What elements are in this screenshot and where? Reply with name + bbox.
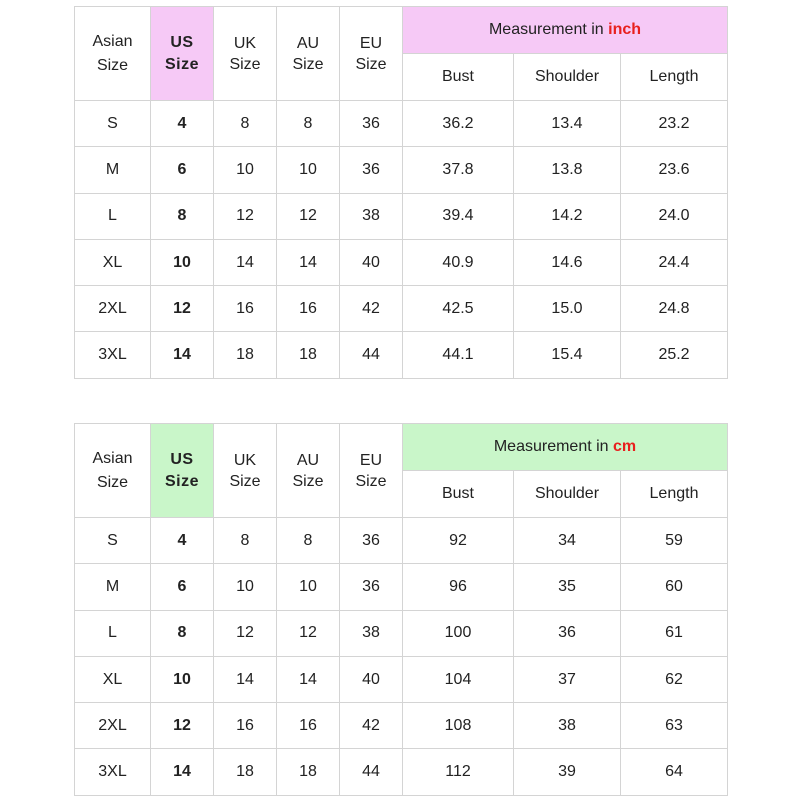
cell-asian-size: L [75,193,151,239]
cell-shoulder: 39 [514,749,621,795]
table-row [75,332,728,378]
cell-eu-size: 44 [340,749,403,795]
cell-au-size: 14 [277,239,340,285]
cell-au-size: 16 [277,703,340,749]
cell-uk-size: 10 [214,564,277,610]
header-us-size: US Size [151,7,214,101]
cell-uk-size: 18 [214,332,277,378]
header-length: Length [621,54,728,101]
table-row [75,749,728,795]
cell-bust: 36.2 [403,101,514,147]
cell-length: 25.2 [621,332,728,378]
cell-us-size: 8 [151,610,214,656]
header-bust: Bust [403,54,514,101]
cell-eu-size: 40 [340,656,403,702]
cell-us-size: 14 [151,332,214,378]
cell-asian-size: M [75,147,151,193]
cell-us-size: 12 [151,703,214,749]
header-au-size: AU Size [277,7,340,101]
cell-bust: 39.4 [403,193,514,239]
cell-au-size: 14 [277,656,340,702]
cell-bust: 92 [403,518,514,564]
table-row [75,147,728,193]
cell-length: 64 [621,749,728,795]
cell-asian-size: S [75,101,151,147]
cell-uk-size: 14 [214,239,277,285]
cell-uk-size: 14 [214,656,277,702]
cell-us-size: 10 [151,239,214,285]
cell-au-size: 10 [277,564,340,610]
cell-au-size: 8 [277,518,340,564]
cell-uk-size: 12 [214,610,277,656]
cell-au-size: 16 [277,286,340,332]
cell-length: 59 [621,518,728,564]
cell-us-size: 10 [151,656,214,702]
table-row [75,610,728,656]
cell-length: 62 [621,656,728,702]
cell-asian-size: S [75,518,151,564]
cell-bust: 37.8 [403,147,514,193]
header-asian-size: Asian Size [75,424,151,518]
cell-eu-size: 42 [340,286,403,332]
header-bust: Bust [403,471,514,518]
cell-shoulder: 14.2 [514,193,621,239]
cell-length: 24.8 [621,286,728,332]
cell-bust: 40.9 [403,239,514,285]
cell-asian-size: L [75,610,151,656]
cell-eu-size: 44 [340,332,403,378]
measurement-unit: cm [613,438,637,455]
cell-eu-size: 36 [340,518,403,564]
cell-shoulder: 14.6 [514,239,621,285]
measurement-prefix: Measurement in [488,21,609,38]
measurement-title [403,424,728,471]
cell-bust: 96 [403,564,514,610]
table-row [75,239,728,285]
header-length: Length [621,471,728,518]
cell-uk-size: 12 [214,193,277,239]
measurement-title [403,7,728,54]
cell-uk-size: 16 [214,703,277,749]
cell-length: 23.6 [621,147,728,193]
table-row [75,286,728,332]
cell-au-size: 18 [277,332,340,378]
cell-eu-size: 38 [340,610,403,656]
cell-uk-size: 8 [214,101,277,147]
measurement-unit: inch [608,21,642,38]
cell-bust: 44.1 [403,332,514,378]
table-row [75,101,728,147]
cell-length: 60 [621,564,728,610]
cell-us-size: 8 [151,193,214,239]
cell-asian-size: 2XL [75,286,151,332]
cell-us-size: 12 [151,286,214,332]
header-au-size: AU Size [277,424,340,518]
cell-uk-size: 8 [214,518,277,564]
table-row [75,564,728,610]
cell-shoulder: 13.4 [514,101,621,147]
header-asian-size: Asian Size [75,7,151,101]
size-chart-inch [74,6,728,379]
table-row [75,703,728,749]
cell-us-size: 6 [151,147,214,193]
cell-eu-size: 38 [340,193,403,239]
cell-length: 61 [621,610,728,656]
cell-asian-size: 3XL [75,332,151,378]
cell-us-size: 4 [151,101,214,147]
inch-table-body [75,101,728,379]
cell-eu-size: 36 [340,147,403,193]
cell-length: 24.4 [621,239,728,285]
cell-uk-size: 18 [214,749,277,795]
table-row [75,656,728,702]
cell-length: 63 [621,703,728,749]
cell-us-size: 6 [151,564,214,610]
cell-au-size: 10 [277,147,340,193]
cell-eu-size: 36 [340,101,403,147]
cell-bust: 100 [403,610,514,656]
cell-au-size: 8 [277,101,340,147]
cell-au-size: 18 [277,749,340,795]
cell-shoulder: 38 [514,703,621,749]
cell-uk-size: 10 [214,147,277,193]
measurement-prefix: Measurement in [493,438,614,455]
cell-length: 24.0 [621,193,728,239]
cell-asian-size: M [75,564,151,610]
table-row [75,193,728,239]
cell-shoulder: 36 [514,610,621,656]
cell-asian-size: XL [75,656,151,702]
cell-uk-size: 16 [214,286,277,332]
cell-length: 23.2 [621,101,728,147]
table-row [75,518,728,564]
cell-asian-size: 2XL [75,703,151,749]
cell-bust: 108 [403,703,514,749]
header-uk-size: UK Size [214,7,277,101]
cm-table-body [75,518,728,796]
cell-asian-size: 3XL [75,749,151,795]
cell-shoulder: 13.8 [514,147,621,193]
size-chart-cm [74,423,728,796]
cell-shoulder: 35 [514,564,621,610]
cell-shoulder: 15.0 [514,286,621,332]
cell-eu-size: 36 [340,564,403,610]
cell-bust: 112 [403,749,514,795]
cell-us-size: 14 [151,749,214,795]
cell-shoulder: 34 [514,518,621,564]
cell-bust: 42.5 [403,286,514,332]
cell-shoulder: 37 [514,656,621,702]
cell-au-size: 12 [277,193,340,239]
header-uk-size: UK Size [214,424,277,518]
cell-au-size: 12 [277,610,340,656]
cell-asian-size: XL [75,239,151,285]
header-shoulder: Shoulder [514,54,621,101]
cell-bust: 104 [403,656,514,702]
header-shoulder: Shoulder [514,471,621,518]
header-eu-size: EU Size [340,7,403,101]
cell-eu-size: 42 [340,703,403,749]
header-us-size: US Size [151,424,214,518]
cell-eu-size: 40 [340,239,403,285]
header-eu-size: EU Size [340,424,403,518]
cell-shoulder: 15.4 [514,332,621,378]
cell-us-size: 4 [151,518,214,564]
